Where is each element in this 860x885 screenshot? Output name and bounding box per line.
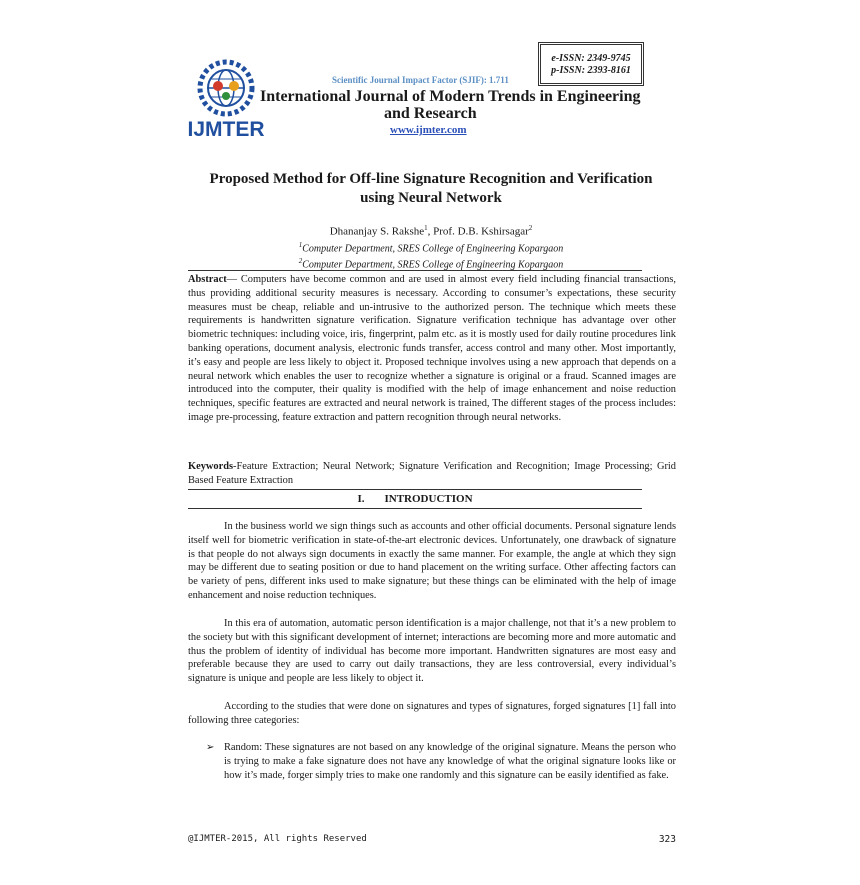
journal-website-link[interactable]: www.ijmter.com: [390, 124, 467, 136]
section-number: I.: [357, 493, 365, 505]
author-separator: , Prof. D.B. Kshirsagar: [427, 225, 529, 238]
abstract: [188, 273, 676, 425]
abstract-label: Abstract: [188, 274, 227, 285]
author-1: Dhananjay S. Rakshe: [329, 225, 425, 238]
journal-logo: [188, 56, 264, 140]
affiliation-2: $^2$Computer Department, SRES College of Engineering Kopargaon: [298, 256, 564, 271]
eissn: e-ISSN: 2349-9745: [551, 53, 631, 64]
section-heading: [188, 493, 642, 505]
footer-copyright: @IJMTER-2015, All rights Reserved: [188, 834, 367, 844]
list-item: [206, 741, 676, 782]
paper-title: [186, 170, 676, 208]
keywords-text: -Feature Extraction; Neural Network; Signature Verification and Recognition; Image Processing; Grid Based Feature Extraction: [188, 461, 676, 486]
authors-block: [186, 222, 676, 271]
paper-title-line2: using Neural Network: [360, 190, 502, 206]
section-bottom-rule: [188, 508, 642, 509]
sjif-line: Scientific Journal Impact Factor (SJIF): 1.711: [332, 75, 509, 85]
affiliation-1: $^1$Computer Department, SRES College of Engineering Kopargaon: [298, 240, 564, 254]
logo-wordmark: IJMTER: [188, 118, 264, 140]
footer-page-number: 323: [658, 834, 676, 845]
abstract-text: — Computers have become common and are used in almost every field including financial transactions, thus providing additional security measures is necessary. According to consumer’s expectations, these security measures must be cheap, reliable and un-intrusive to the authorized person. The technique which meets these requirements is handwritten signature verification. Signature verification technique has advantage over other biometric techniques: including voice, iris, fingerprint, palm etc. as it is mostly used for daily routine procedures link banking operations, document analysis, electronic funds transfer, access control and many other. Most importantly, it’s easy and people are less likely to object it. Proposed technique involves using a new approach that depends on a neural network which enables the user to recognize whether a signature is original or a fraud. Scanned images are introduced into the computer, their quality is modified with the help of image enhancement and noise reduction techniques, specific features are extracted and neural network is trained, The different stages of the process includes: image pre-processing, feature extraction and pattern recognition through neural networks.: [188, 274, 676, 423]
journal-name-line1: International Journal of Modern Trends in Engineering: [260, 88, 641, 105]
author-1-sup: 1: [424, 224, 428, 232]
issn-box: [538, 42, 644, 86]
keywords: [188, 460, 676, 488]
intro-paragraph-2: In this era of automation, automatic person identification is a major challenge, not that it’s a new problem to the society but with this significant development of internet; interactions are becoming more and more automatic and thus the problem of identity of individual has become more important. Handwritten signatures are most easy and preferable because they are used to carry out daily transactions, they are less controversial, every individual’s signature is unique and people are less likely to object it.: [188, 618, 676, 685]
arrow-bullet-icon: ➢: [206, 742, 215, 753]
journal-name-line2: and Research: [384, 105, 477, 122]
author-2-sup: 2: [528, 224, 533, 232]
pissn: p-ISSN: 2393-8161: [551, 65, 631, 76]
journal-name: [260, 88, 650, 122]
abstract-top-rule: [188, 270, 642, 271]
keywords-label: Keywords: [188, 461, 234, 472]
bullet-random-text: Random: These signatures are not based on any knowledge of the original signature. Means the person who is trying to make a fake signature does not have any knowledge of what the original signature looks like or how it’s made, forger simply tries to make one randomly and this signature can be easily identified as fake.: [224, 742, 676, 781]
section-title: INTRODUCTION: [384, 493, 473, 505]
author-line: [186, 222, 676, 239]
intro-paragraph-1: In the business world we sign things such as accounts and other official documents. Personal signature lends itself well for biometric verification in state-of-the-art electronic devices. Unfortunately, one drawback of signature is that people do not always sign documents in exactly the same manner. For example, the angle at which they sign may be different due to seating position or due to hand placement on the writing surface. Other affecting factors can be variety of pens, different inks used to make signature; but these things can be eliminated with the help of image enhancement and noise reduction techniques.: [188, 521, 676, 601]
section-top-rule: [188, 489, 642, 490]
globe-gear-icon: [188, 56, 264, 140]
paper-title-line1: Proposed Method for Off-line Signature Recognition and Verification: [209, 171, 653, 187]
intro-paragraph-3: According to the studies that were done on signatures and types of signatures, forged signatures [1] fall into following three categories:: [188, 701, 676, 726]
